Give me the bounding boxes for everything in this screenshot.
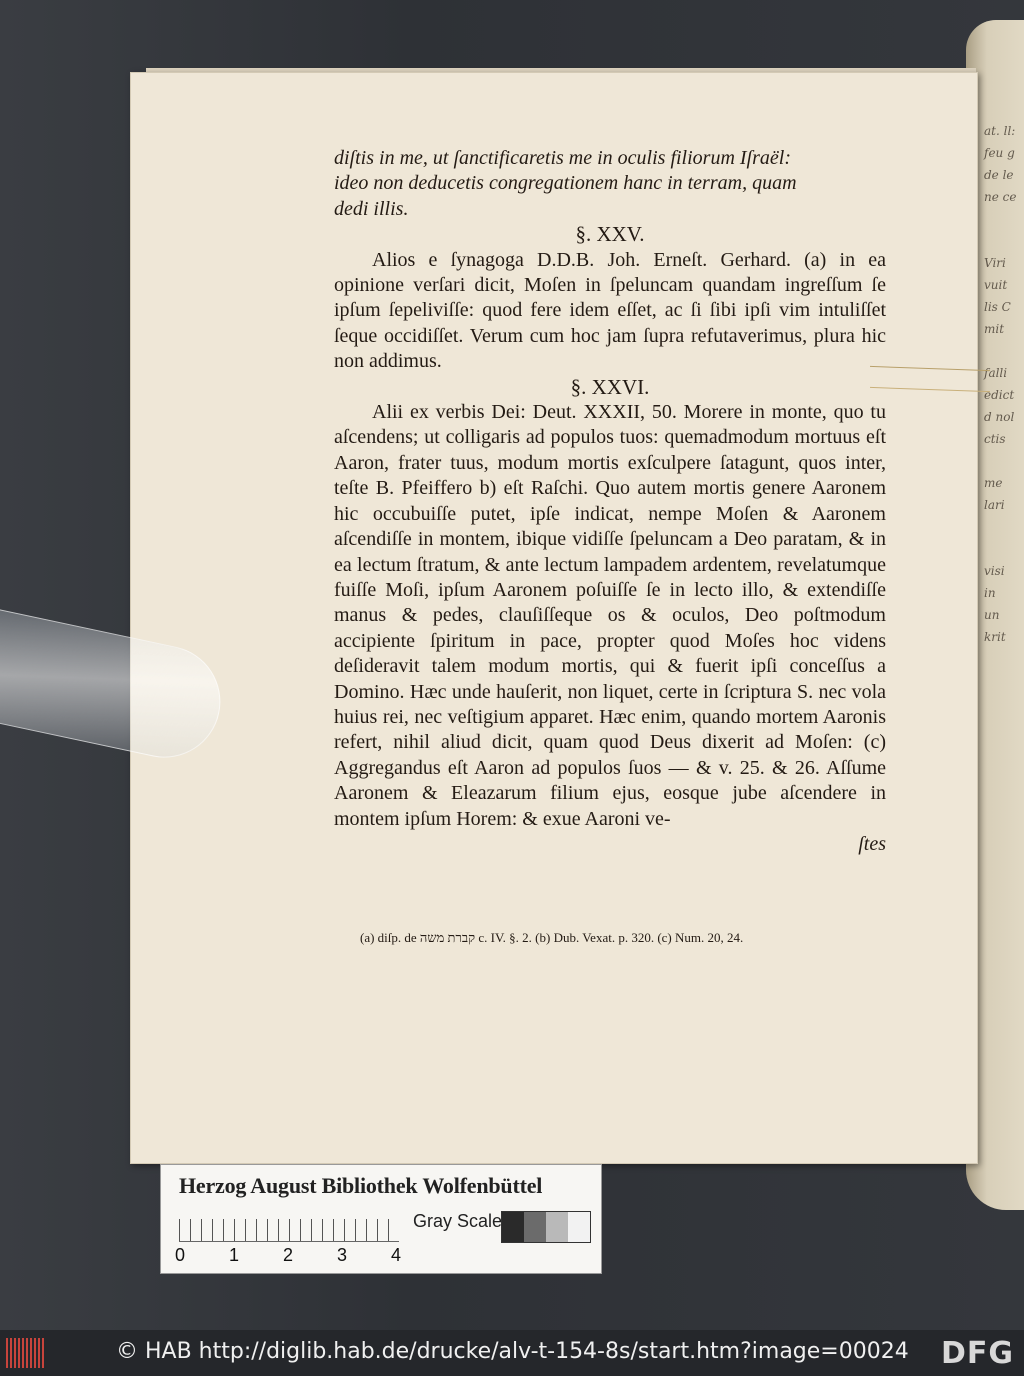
catchword: ſtes [858, 832, 886, 855]
ruler-number: 1 [229, 1245, 240, 1265]
footer-bar [0, 1330, 1024, 1376]
bookmark-ribbon [870, 366, 990, 392]
dfg-logo: DFG [940, 1336, 1014, 1371]
paragraph-xxvi: Alii ex verbis Dei: Deut. XXXII, 50. Morere in monte, quo tu aſcendens; ut colligaris ad populos tuos: quemadmodum mortuus eſt Aaron, frater tuus, modum mortis exſculpere ſatagunt, quos inter, teſte B. Pfeiffero b) eſt Raſchi. Quo autem mortis genere Aaronem hic occubuiſſe putet, ipſe indicat, nempe Moſen & Aaronem aſcendiſſe in montem, ibique vidiſſe ſpeluncam a Deo paratam, & in ea lectum ſtratum, & ante lectum lampadem ardentem, revelatumque fuiſſe Moſi, ipſum Aaronem poſuiſſe ſe in lecto illo, & extendiſſe manus & pedes, clauſiſſeque os & oculos, Deo poſtmodum accipiente ſpiritum in pace, propter quod Moſes hoc videns deſideravit talem modum mortis, qui & fuerit ipſi conceſſus a Domino. Hæc unde hauſerit, non liquet, certe in ſcriptura S. nec vola huius rei, nec veſtigium apparet. Hæc enim, quando mortem Aaronis refert, nihil aliud dicit, quam quod Deus dixerit ad Moſen: (c) Aggregandus eſt Aaron ad populos ſuos — & v. 25. & 26. Aſſume Aaronem & Eleazarum filium ejus, eosque jube aſcendere in montem ipſum Horem: & exue Aaroni ve- [334, 401, 886, 830]
text-line-1: diſtis in me, ut ſanctificaretis me in oculis filiorum Iſraël: [334, 147, 791, 169]
scale-ruler [179, 1211, 399, 1242]
text-line-2: ideo non deducetis congregationem hanc in terram, quam [334, 172, 797, 195]
text-line-3: dedi illis. [334, 197, 409, 220]
section-heading-xxv: §. XXV. [575, 222, 645, 247]
gray-swatch [568, 1212, 590, 1242]
gray-scale-swatches [501, 1211, 591, 1243]
library-name: Herzog August Bibliothek Wolfenbüttel [179, 1173, 543, 1198]
section-heading-xxvi: §. XXVI. [570, 374, 650, 399]
footer-url[interactable]: © HAB http://diglib.hab.de/drucke/alv-t-154-8s/start.htm?image=00024 [116, 1339, 909, 1364]
page-text [334, 146, 886, 857]
gray-swatch [502, 1212, 524, 1242]
footnotes: (a) diſp. de קברת משה c. IV. §. 2. (b) Dub. Vexat. p. 320. (c) Num. 20, 24. [360, 930, 744, 945]
paragraph-xxv: Alios e ſynagoga D.D.B. Joh. Erneſt. Gerhard. (a) in ea opinione verſari dicit, Moſen in ſpeluncam quandam ingreſſum ſe ipſum ſepeliviſſe: quod fere idem eſſet, ac ſi ſibi ipſi vim intuliſſet ſeque occidiſſet. Verum cum hoc jam ſupra refutaverimus, plura hic non addimus. [334, 248, 886, 373]
barcode-icon [6, 1338, 46, 1368]
ruler-number: 2 [283, 1245, 294, 1265]
ruler-number: 0 [175, 1245, 186, 1265]
ruler-number: 4 [391, 1245, 402, 1265]
gray-swatch [546, 1212, 568, 1242]
gray-swatch [524, 1212, 546, 1242]
ruler-number: 3 [337, 1245, 348, 1265]
color-reference-card [160, 1164, 602, 1274]
gray-scale-label: Gray Scale [413, 1211, 503, 1231]
facing-page-text: at. ll: feu g de le ne ce Viri vuit lis C mit falli edict d nol ctis me lari visi in un krit [984, 124, 1017, 644]
